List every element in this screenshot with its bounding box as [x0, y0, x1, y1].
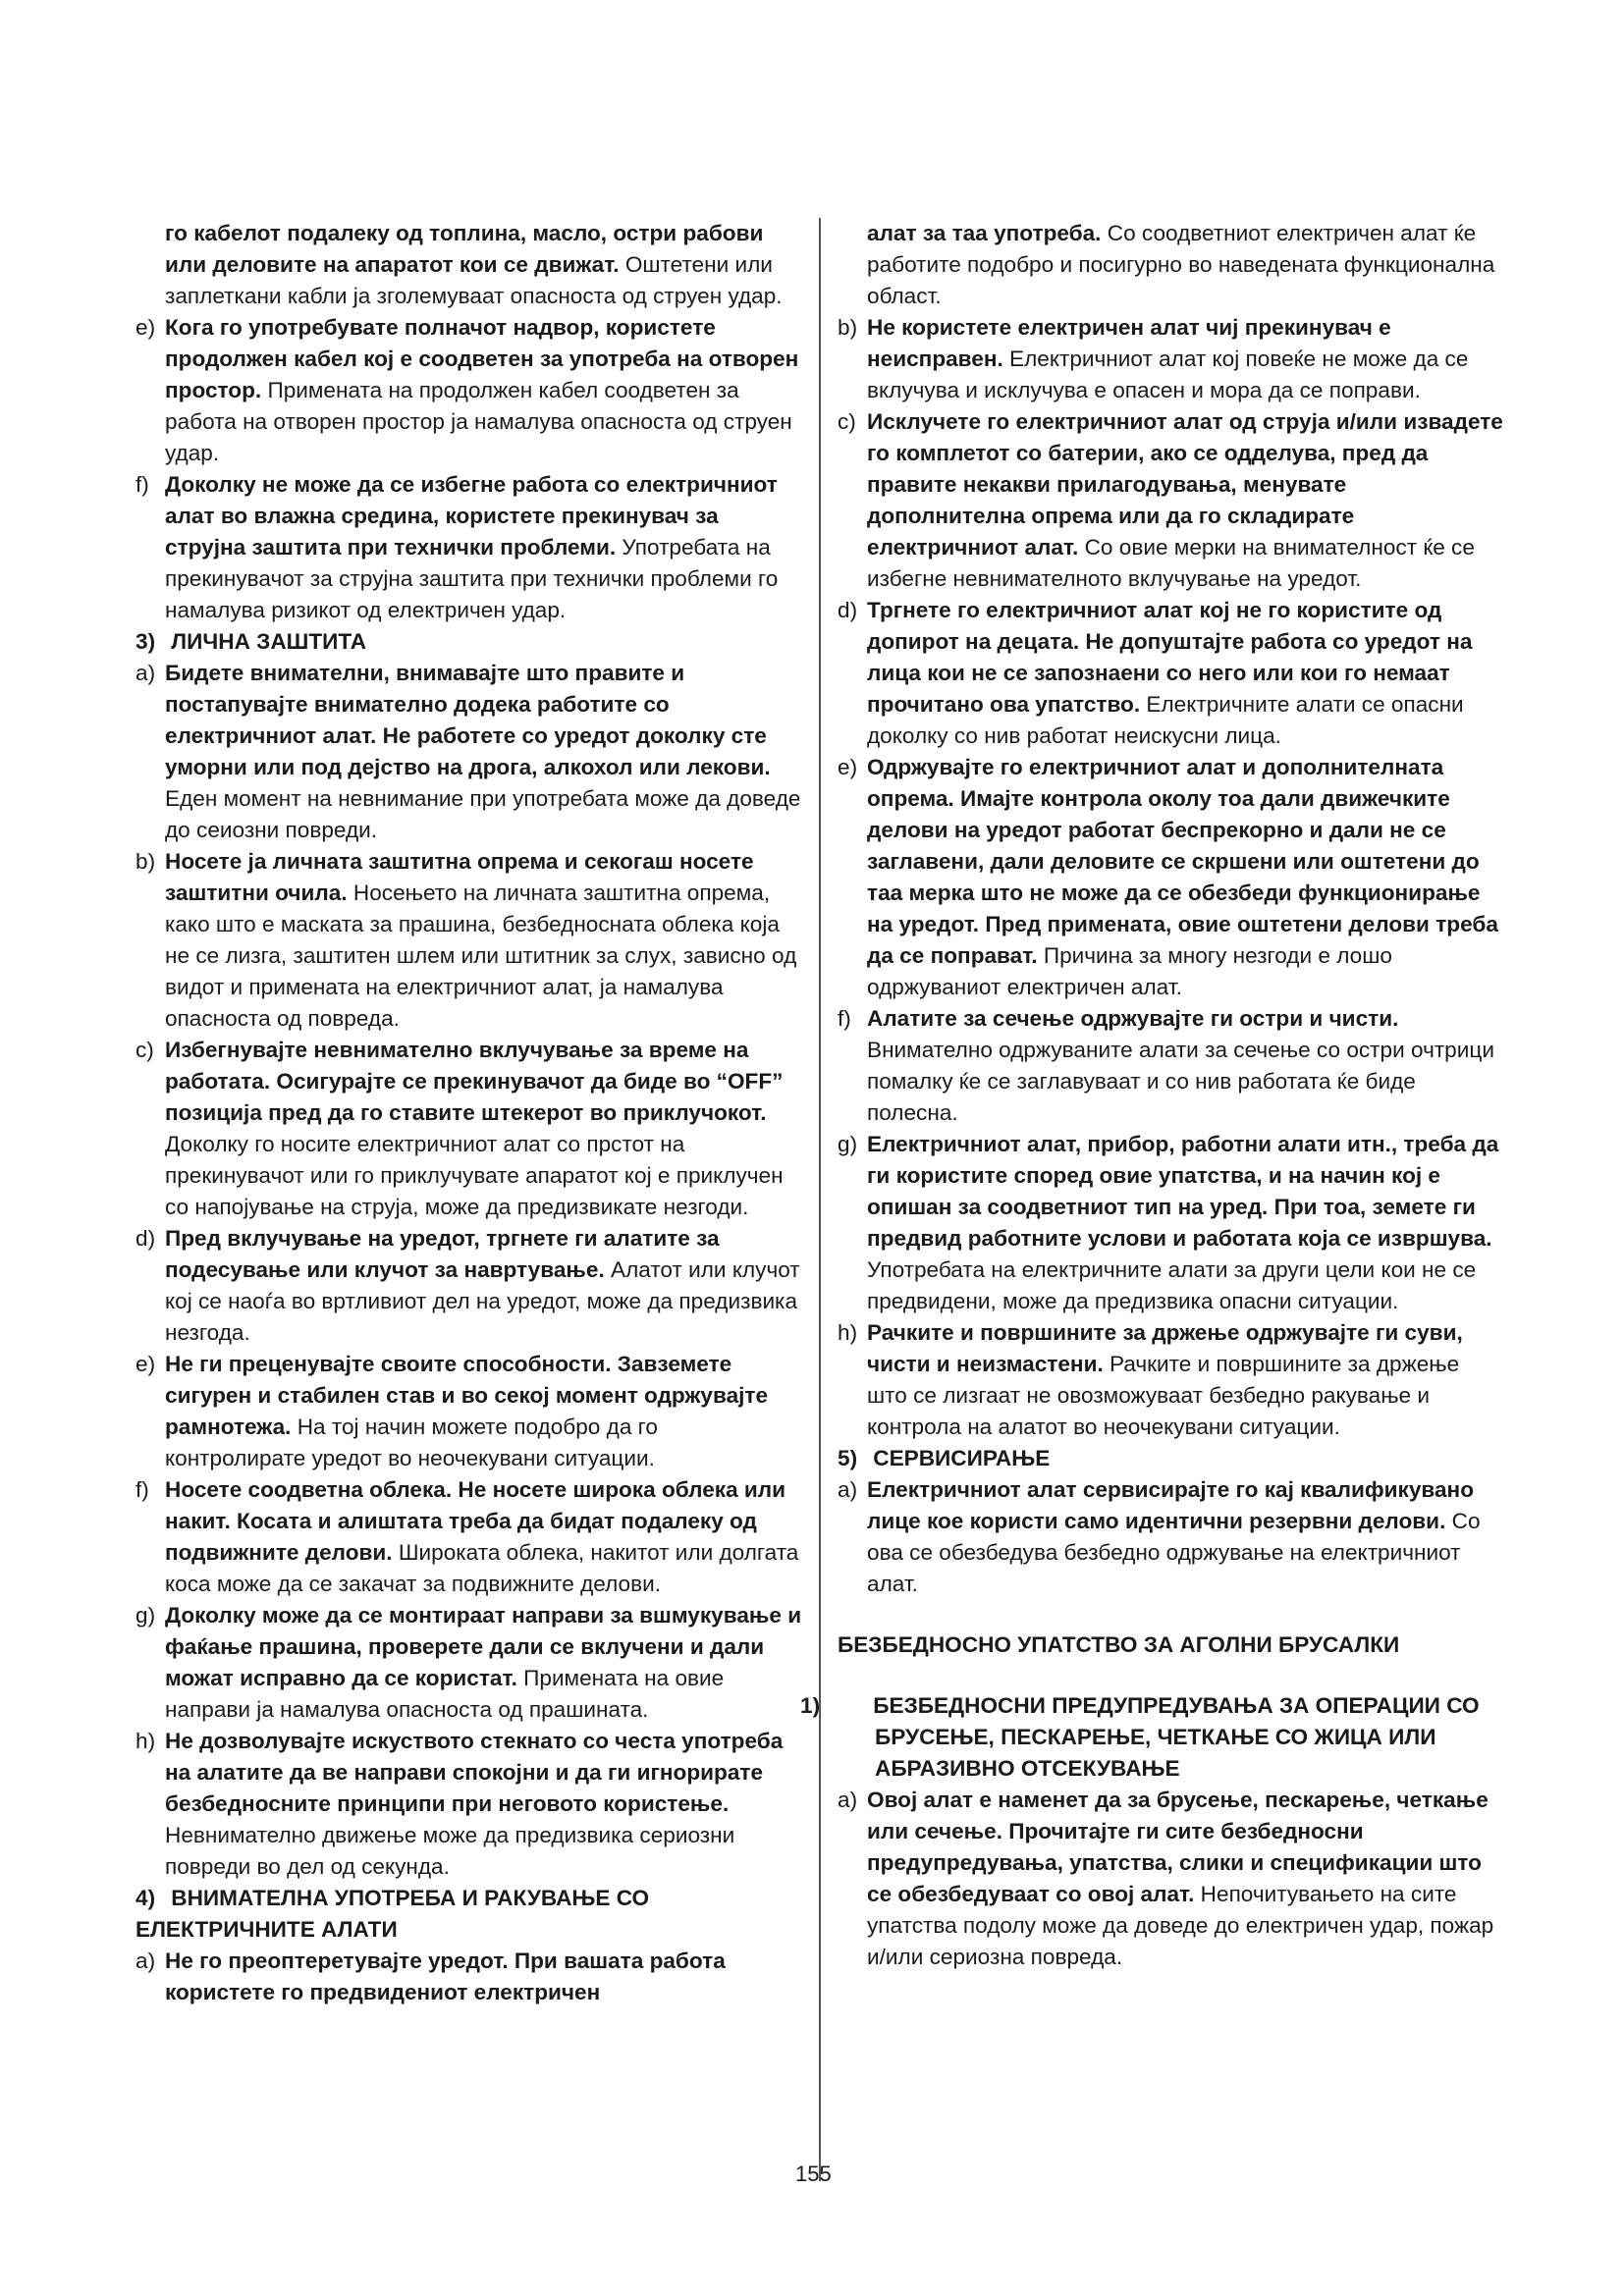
item-body-text: Со соодветниот електричен алат ќе работите подобро и посигурно во наведената функционална област.	[867, 221, 1495, 308]
list-item	[135, 1035, 803, 1223]
item-body-text: На тој начин можете подобро да го контролирате уредот во неочекувани ситуации.	[165, 1415, 658, 1470]
item-bold-text: Одржувајте го електричниот алат и дополнителната опрема. Имајте контрола околу тоа дали движечките делови на уредот работат беспрекорно и дали не се заглавени, дали деловите се скршени или оштетени до таа мерка што не може да се обезбеди функционирање на уредот. Пред примената, овие оштетени делови треба да се поправат.	[867, 755, 1498, 968]
item-body-text: Внимателно одржуваните алати за сечење со остри очтрици помалку ќе се заглавуваат и со нив работата ќе биде полесна.	[867, 1038, 1494, 1125]
item-body-text: Причина за многу незгоди е лошо одржуваниот електричен алат.	[867, 943, 1392, 999]
item-bold-text: Рачките и површините за држење одржувајте ги суви, чисти и неизмастени.	[867, 1320, 1463, 1376]
column-divider	[819, 218, 821, 2181]
item-label: a)	[838, 1477, 858, 1502]
item-label: e)	[135, 1352, 156, 1376]
list-item	[838, 1317, 1505, 1443]
item-label: a)	[135, 1949, 156, 1973]
item-body-text: Невнимателно движење може да предизвика сериозни повреди во дел од секунда.	[165, 1823, 735, 1879]
item-bold-text: Избегнувајте невнимателно вклучување за време на работата. Осигурајте се прекинувачот да биде во “OFF” позиција пред да го ставите штекерот во приклучокот.	[165, 1038, 784, 1125]
item-body-text: Рачките и површините за држење што се лизгаат не овозможуваат безбедно ракување и контрола на алатот во неочекувани ситуации.	[867, 1352, 1460, 1439]
item-bold-text: Не дозволувајте искуството стекнато со честа употреба на алатите да ве направи спокојни и да ги игнорирате безбедносните принципи при неговото користење.	[165, 1729, 784, 1816]
item-label: b)	[135, 849, 156, 874]
item-bold-text: Кога го употребувате полначот надвор, користете продолжен кабел кој е соодветен за употреба на отворен простор.	[165, 315, 799, 402]
heading-number: 1)	[800, 1693, 821, 1718]
list-item	[838, 595, 1505, 752]
item-body-text: Носењето на личната заштитна опрема, како што е маската за прашина, безбедносната облека која не се лизга, заштитен шлем или штитник за слух, зависно од видот и примената на електричниот алат, ја намалува опасноста од повреда.	[165, 881, 797, 1031]
item-body-text: Примената на продолжен кабел соодветен за работа на отворен простор ја намалува опасноста од струен удар.	[165, 378, 792, 465]
item-label: f)	[838, 1006, 851, 1031]
list-item	[135, 1946, 803, 2008]
heading-text: ВНИМАТЕЛНА УПОТРЕБА И РАКУВАЊЕ СО ЕЛЕКТРИЧНИТЕ АЛАТИ	[135, 1886, 650, 1942]
item-label: b)	[838, 315, 858, 340]
item-label: c)	[838, 409, 856, 434]
item-body-text: Алатот или клучот кој се наоѓа во вртливиот дел на уредот, може да предизвика незгода.	[165, 1257, 800, 1345]
item-body-text: Оштетени или заплеткани кабли ја зголемуваат опасноста од струен удар.	[165, 252, 783, 308]
item-label: h)	[838, 1320, 858, 1345]
item-bold-text: Исклучете го електричниот алат од струја и/или извадете го комплетот со батерии, ако се одделува, пред да правите некакви прилагодувања, менувате дополнителна опрема или да го складирате електричниот алат.	[867, 409, 1503, 560]
left-column	[135, 218, 803, 2008]
item-label: f)	[135, 472, 149, 497]
item-bold-text: Доколку не може да се избегне работа со електричниот алат во влажна средина, користете прекинувач за струјна заштита при технички проблеми.	[165, 472, 778, 560]
item-bold-text: Не го преоптеретувајте уредот. При вашата работа користете го предвидениот електричен	[165, 1949, 726, 2004]
item-bold-text: Бидете внимателни, внимавајте што правите и постапувајте внимателно додека работите со електричниот алат. Не работете со уредот доколку сте уморни или под дејство на дрога, алкохол или лекови.	[165, 661, 771, 779]
continued-paragraph	[135, 218, 803, 312]
item-body-text: Широката облека, накитот или долгата коса може да се закачат за подвижните делови.	[165, 1540, 799, 1596]
item-label: f)	[135, 1477, 149, 1502]
section-heading	[135, 1883, 803, 1946]
item-label: h)	[135, 1729, 156, 1753]
item-bold-text: Носете соодветна облека. Не носете широка облека или накит. Косата и алиштата треба да бидат подалеку од подвижните делови.	[165, 1477, 786, 1565]
item-label: d)	[135, 1226, 156, 1251]
item-label: d)	[838, 598, 858, 622]
item-body-text: Со ова се обезбедува безбедно одржување на електричниот алат.	[867, 1509, 1481, 1596]
item-label: e)	[838, 755, 858, 779]
item-label: c)	[135, 1038, 154, 1062]
heading-text: СЕРВИСИРАЊЕ	[873, 1446, 1051, 1470]
continued-paragraph	[838, 218, 1505, 312]
item-bold-text: Носете ја личната заштитна опрема и секогаш носете заштитни очила.	[165, 849, 754, 905]
item-bold-text: го кабелот подалеку од топлина, масло, остри рабови или деловите на апаратот кои се движат.	[165, 221, 764, 277]
item-bold-text: Не ги преценувајте своите способности. Завземете сигурен и стабилен став и во секој момент одржувајте рамнотежа.	[165, 1352, 769, 1439]
document-section-title: БЕЗБЕДНОСНО УПАТСТВО ЗА АГОЛНИ БРУСАЛКИ	[838, 1632, 1400, 1657]
item-bold-text: алат за таа употреба.	[867, 221, 1102, 245]
item-bold-text: Тргнете го електричниот алат кој не го користите од допирот на децата. Не допуштајте работа со уредот на лица кои не се запознаени со него или кои го немаат прочитано ова упатство.	[867, 598, 1473, 717]
item-label: e)	[135, 315, 156, 340]
page-number: 155	[795, 2162, 832, 2186]
item-body-text: Примената на овие направи ја намалува опасноста од прашината.	[165, 1666, 725, 1722]
heading-number: 3)	[135, 629, 156, 654]
item-body-text: Еден момент на невнимание при употребата може да доведе до сеиозни повреди.	[165, 786, 801, 842]
item-bold-text: Алатите за сечење одржувајте ги остри и чисти.	[867, 1006, 1399, 1031]
section-heading	[838, 1443, 1505, 1474]
item-body-text: Со овие мерки на внимателност ќе се избегне невнимателното вклучување на уредот.	[867, 535, 1475, 591]
heading-number: 4)	[135, 1886, 156, 1910]
item-label: a)	[135, 661, 156, 685]
list-item	[135, 1726, 803, 1883]
item-bold-text: Не користете електричен алат чиј прекинувач е неисправен.	[867, 315, 1391, 371]
list-item	[135, 1223, 803, 1349]
list-item	[838, 312, 1505, 406]
list-item	[135, 1600, 803, 1726]
item-bold-text: Доколку може да се монтираат направи за вшмукување и фаќање прашина, проверете дали се вклучени и дали можат исправно да се користат.	[165, 1603, 802, 1690]
list-item	[135, 312, 803, 469]
list-item	[135, 1349, 803, 1474]
item-body-text: Електричниот алат кој повеќе не може да се вклучува и исклучува е опасен и мора да се поправи.	[867, 347, 1469, 402]
list-item	[135, 1474, 803, 1600]
list-item	[838, 1474, 1505, 1600]
list-item	[838, 406, 1505, 595]
heading-number: 5)	[838, 1446, 858, 1470]
list-item	[135, 658, 803, 846]
item-bold-text: Пред вклучување на уредот, тргнете ги алатите за подесување или клучот за навртување.	[165, 1226, 720, 1282]
item-label: g)	[838, 1132, 858, 1156]
right-column	[800, 218, 1505, 1973]
item-body-text: Употребата на електричните алати за други цели кои не се предвидени, може да предизвика опасни ситуации.	[867, 1257, 1477, 1313]
item-body-text: Непочитувањето на сите упатства подолу може да доведе до електричен удар, пожар и/или сериозна повреда.	[867, 1882, 1494, 1969]
section-heading	[135, 626, 803, 658]
item-bold-text: Електричниот алат сервисирајте го кај квалификувано лице кое користи само идентични резервни делови.	[867, 1477, 1474, 1533]
list-item	[838, 752, 1505, 1003]
section-heading	[800, 1690, 1505, 1785]
list-item	[838, 1129, 1505, 1317]
heading-text: БЕЗБЕДНОСНИ ПРЕДУПРЕДУВАЊА ЗА ОПЕРАЦИИ СО БРУСЕЊЕ, ПЕСКАРЕЊЕ, ЧЕТКАЊЕ СО ЖИЦА ИЛИ АБРАЗИВНО ОТСЕКУВАЊЕ	[873, 1693, 1480, 1781]
item-body-text: Електричните алати се опасни доколку со нив работат неискусни лица.	[867, 692, 1464, 748]
item-label: a)	[838, 1788, 858, 1812]
item-bold-text: Електричниот алат, прибор, работни алати итн., треба да ги користите според овие упатства, и на начин кој е опишан за соодветниот тип на уред. При тоа, земете ги предвид работните услови и работата која се извршува.	[867, 1132, 1499, 1251]
item-body-text: Употребата на прекинувачот за струјна заштита при технички проблеми го намалува ризикот од електричен удар.	[165, 535, 779, 622]
item-bold-text: Овој алат е наменет да за брусење, пескарење, четкање или сечење. Прочитајте ги сите безбедносни предупредувања, упатства, слики и спецификации што се обезбедуваат со овој алат.	[867, 1788, 1489, 1906]
heading-text: ЛИЧНА ЗАШТИТА	[171, 629, 367, 654]
list-item	[135, 846, 803, 1035]
item-label: g)	[135, 1603, 156, 1628]
list-item	[838, 1003, 1505, 1129]
list-item	[135, 469, 803, 626]
list-item	[838, 1785, 1505, 1973]
item-body-text: Доколку го носите електричниот алат со прстот на прекинувачот или го приклучувате апаратот кој е приклучен со напојување на струја, може да предизвикате незгоди.	[165, 1132, 784, 1219]
